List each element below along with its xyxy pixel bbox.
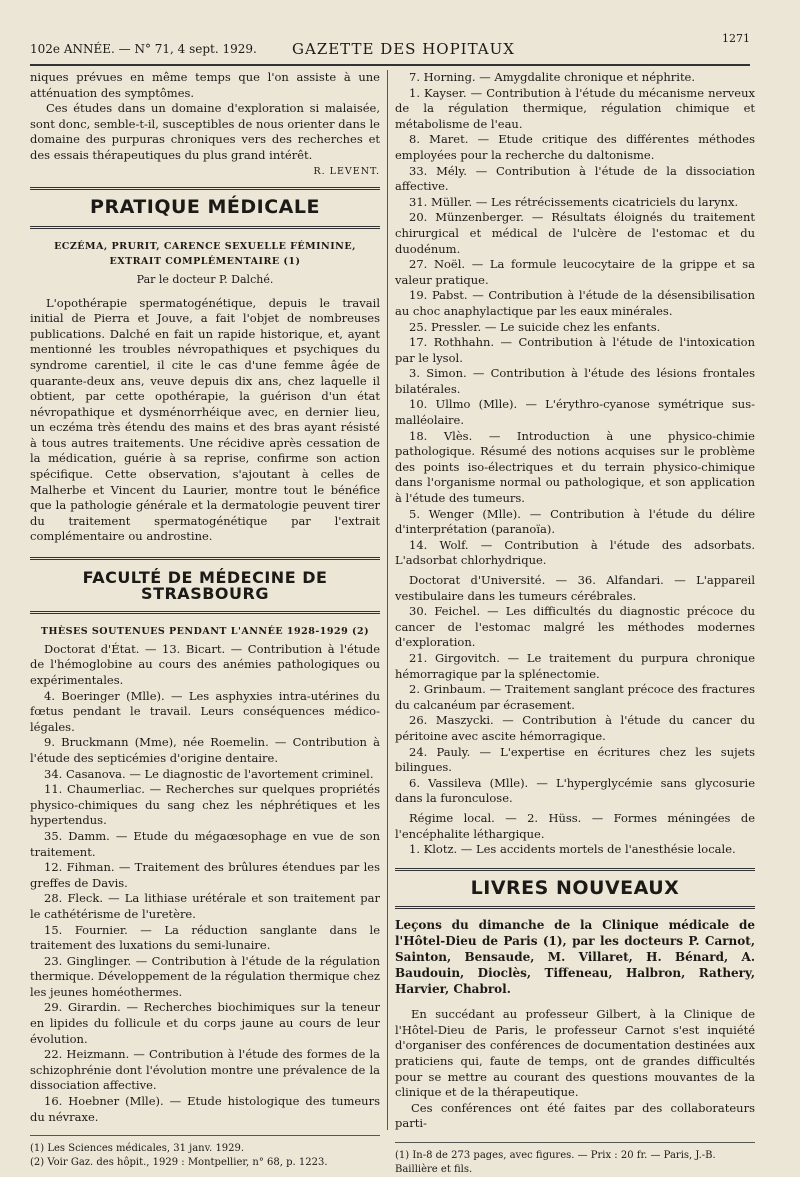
- thesis-entry: 24. Pauly. — L'expertise en écritures chez les sujets bilingues.: [395, 744, 755, 775]
- intro-paragraph-2: Ces études dans un domaine d'exploration si malaisée, sont donc, semble-t-il, susceptibles de nous orienter dans le domaine des purpuras chroniques vers des recherches et des essais thérapeutiques du plus grand intérêt.: [30, 101, 380, 162]
- section-rule: [30, 557, 380, 560]
- thesis-entry: 22. Heizmann. — Contribution à l'étude des formes de la schizophrénie dont l'évolution montre une prévalence de la dissociation affective.: [30, 1047, 380, 1093]
- footnote: (2) Voir Gaz. des hôpit., 1929 : Montpellier, n° 68, p. 1223.: [30, 1157, 328, 1169]
- book-review-paragraph: Ces conférences ont été faites par des collaborateurs parti-: [395, 1100, 755, 1131]
- section-rule: [30, 187, 380, 190]
- thesis-entry: Régime local. — 2. Hüss. — Formes méningées de l'encéphalite léthargique.: [395, 810, 755, 841]
- thesis-entry: 29. Girardin. — Recherches biochimiques sur la teneur en lipides du follicule et du corps jaune au cours de leur évolution.: [30, 1000, 380, 1046]
- thesis-entry: 35. Damm. — Etude du mégaœsophage en vue de son traitement.: [30, 828, 380, 859]
- theses-list: [30, 642, 380, 1125]
- section-rule: [395, 868, 755, 871]
- article-title-theses: THÈSES SOUTENUES PENDANT L'ANNÉE 1928-1929 (2): [40, 626, 370, 638]
- page-number: 1271: [722, 32, 750, 45]
- thesis-entry: 1. Klotz. — Les accidents mortels de l'anesthésie locale.: [409, 842, 736, 857]
- thesis-entry: 30. Feichel. — Les difficultés du diagnostic précoce du cancer de l'estomac malgré les méthodes modernes d'exploration.: [395, 604, 755, 650]
- section-title-faculte: FACULTÉ DE MÉDECINE DE STRASBOURG: [82, 568, 328, 603]
- intro-paragraph-1: niques prévues en même temps que l'on assiste à une atténuation des symptômes.: [30, 70, 380, 100]
- thesis-entry: 14. Wolf. — Contribution à l'étude des adsorbats. L'adsorbat chlorhydrique.: [395, 537, 755, 568]
- thesis-entry: 23. Ginglinger. — Contribution à l'étude de la régulation thermique. Développement de la régulation thermique chez les jeunes homéothermes.: [30, 953, 380, 999]
- thesis-entry: 20. Münzenberger. — Résultats éloignés du traitement chirurgical et médical de l'ulcère de l'estomac et du duodénum.: [395, 210, 755, 256]
- intro-signature: R. LEVENT.: [313, 165, 380, 177]
- journal-title: GAZETTE DES HOPITAUX: [292, 40, 515, 58]
- thesis-entry: 15. Fournier. — La réduction sanglante dans le traitement des luxations du semi-lunaire.: [30, 922, 380, 953]
- thesis-entry: 34. Casanova. — Le diagnostic de l'avortement criminel.: [44, 766, 374, 781]
- thesis-entry: 17. Rothhahn. — Contribution à l'étude de l'intoxication par le lysol.: [395, 335, 755, 365]
- section-title-livres: LIVRES NOUVEAUX: [470, 876, 680, 899]
- book-footnote: (1) In-8 de 273 pages, avec figures. — Prix : 20 fr. — Paris, J.-B. Baillière et fils.: [395, 1142, 755, 1177]
- thesis-entry: 19. Pabst. — Contribution à l'étude de la désensibilisation au choc anaphylactique par les eaux minérales.: [395, 288, 755, 318]
- right-column: [395, 70, 755, 1177]
- thesis-entry: 18. Vlès. — Introduction à une physico-chimie pathologique. Résumé des notions acquises sur le problème des points iso-électriques et du terrain physico-chimique dans l'organisme normal ou pathologique, et son application à l'étude des tumeurs.: [395, 428, 755, 506]
- thesis-entry: 2. Grinbaum. — Traitement sanglant précoce des fractures du calcanéum par écrasement.: [395, 682, 755, 712]
- page-header: [30, 28, 750, 66]
- thesis-entry: 8. Maret. — Etude critique des différentes méthodes employées pour la recherche du daltonisme.: [395, 132, 755, 162]
- thesis-entry: 25. Pressler. — Le suicide chez les enfants.: [409, 319, 661, 334]
- thesis-entry: 10. Ullmo (Mlle). — L'érythro-cyanose symétrique sus-malléolaire.: [395, 397, 755, 428]
- section-rule: [395, 906, 755, 909]
- column-divider: [387, 70, 388, 1130]
- thesis-entry: 21. Girgovitch. — Le traitement du purpura chronique hémorragique par la splénectomie.: [395, 650, 755, 681]
- thesis-entry: 26. Maszycki. — Contribution à l'étude du cancer du péritoine avec ascite hémorragique.: [395, 713, 755, 743]
- thesis-entry: 6. Vassileva (Mlle). — L'hyperglycémie sans glycosurie dans la furonculose.: [395, 775, 755, 806]
- thesis-entry: 16. Hoebner (Mlle). — Etude histologique des tumeurs du névraxe.: [30, 1094, 380, 1124]
- thesis-entry: 5. Wenger (Mlle). — Contribution à l'étude du délire d'interprétation (paranoïa).: [395, 506, 755, 537]
- regime-local-list: [395, 811, 755, 858]
- thesis-entry: Doctorat d'État. — 13. Bicart. — Contribution à l'étude de l'hémoglobine au cours des anémies pathologiques ou expérimentales.: [30, 641, 380, 687]
- thesis-entry: 33. Mély. — Contribution à l'étude de la dissociation affective.: [395, 163, 755, 194]
- theses-list-continued: [395, 70, 755, 569]
- section-title-pratique: PRATIQUE MÉDICALE: [90, 196, 320, 219]
- thesis-entry: 4. Boeringer (Mlle). — Les asphyxies intra-utérines du fœtus pendant le travail. Leurs conséquences médico-légales.: [30, 688, 380, 734]
- article-byline: Par le docteur P. Dalché.: [136, 272, 274, 286]
- thesis-entry: 3. Simon. — Contribution à l'étude des lésions frontales bilatérales.: [395, 366, 755, 396]
- thesis-entry: 31. Müller. — Les rétrécissements cicatriciels du larynx.: [409, 194, 739, 209]
- book-review-paragraph: En succédant au professeur Gilbert, à la Clinique de l'Hôtel-Dieu de Paris, le professeur Carnot s'est inquiété d'organiser des conférences de documentation destinées aux praticiens qui, faute de temps, ont de grandes difficultés pour se mettre au courant des questions mouvantes de la clinique et de la thérapeutique.: [395, 1007, 755, 1100]
- footnote: (1) Les Sciences médicales, 31 janv. 1929.: [30, 1143, 245, 1155]
- universite-list: [395, 573, 755, 807]
- thesis-entry: 27. Noël. — La formule leucocytaire de la grippe et sa valeur pratique.: [395, 257, 755, 287]
- book-title: Leçons du dimanche de la Clinique médicale de l'Hôtel-Dieu de Paris (1), par les docteurs P. Carnot, Sainton, Bensaude, M. Villaret, H. Bénard, A. Baudouin, Dioclès, Tiffeneau, Halbron, Rathery, Harvier, Chabrol.: [395, 918, 755, 997]
- thesis-entry: 28. Fleck. — La lithiase urétérale et son traitement par le cathétérisme de l'uretère.: [30, 891, 380, 921]
- article-title-eczema: ECZÉMA, PRURIT, CARENCE SEXUELLE FÉMININE, EXTRAIT COMPLÉMENTAIRE (1): [54, 240, 356, 268]
- issue-info: 102e ANNÉE. — N° 71, 4 sept. 1929.: [30, 42, 257, 56]
- thesis-entry: 1. Kayser. — Contribution à l'étude du mécanisme nerveux de la régulation thermique, régulation chimique et métabolisme de l'eau.: [395, 85, 755, 131]
- section-rule: [30, 226, 380, 229]
- thesis-entry: 7. Horning. — Amygdalite chronique et néphrite.: [409, 70, 696, 84]
- article-body-eczema: L'opothérapie spermatogénétique, depuis le travail initial de Pierra et Jouve, a fait l'objet de nombreuses publications. Dalché en fait un rapide historique, et, ayant mentionné les troubles névropathiques et psychiques du syndrome carentiel, il cite le cas d'une femme âgée de quarante-deux ans, veuve depuis dix ans, chez laquelle il obtient, par cette opothérapie, la guérison d'un état névropathique et dysménorrhéique avec, en dernier lieu, un eczéma très étendu des mains et des bras ayant résisté à tous autres traitements. Une récidive après cessation de la médication, guérie à sa reprise, confirme son action spécifique. Cette observation, s'ajoutant à celles de Malherbe et Vincent du Laurier, montre tout le bénéfice que la pathologie générale et la dermatologie peuvent tirer du traitement spermatogénétique par l'extrait complémentaire ou androstine.: [30, 295, 380, 544]
- thesis-entry: 9. Bruckmann (Mme), née Roemelin. — Contribution à l'étude des septicémies d'origine dentaire.: [30, 735, 380, 765]
- thesis-entry: 11. Chaumerliac. — Recherches sur quelques propriétés physico-chimiques du sang chez les néphrétiques et les hypertendus.: [30, 782, 380, 828]
- left-column: [30, 70, 380, 1170]
- section-rule: [30, 611, 380, 614]
- thesis-entry: Doctorat d'Université. — 36. Alfandari. — L'appareil vestibulaire dans les tumeurs cérébrales.: [395, 573, 755, 603]
- thesis-entry: 12. Fihman. — Traitement des brûlures étendues par les greffes de Davis.: [30, 860, 380, 890]
